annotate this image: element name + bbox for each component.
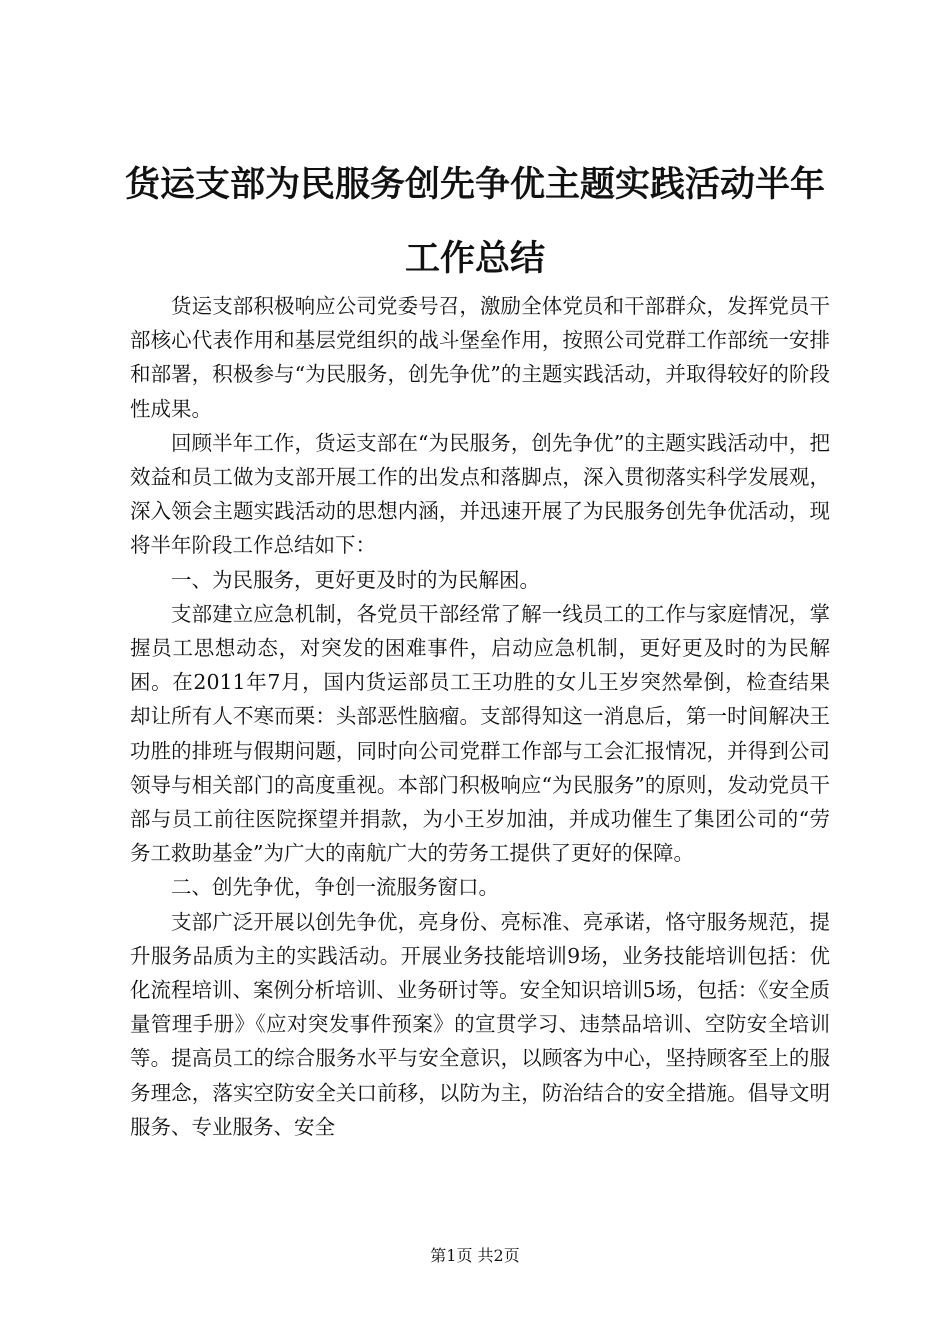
paragraph-review: 回顾半年工作，货运支部在“为民服务，创先争优”的主题实践活动中，把效益和员工做为支部开展工作的出发点和落脚点，深入贯彻落实科学发展观，深入领会主题实践活动的思想内涵，并迅速开展了为民服务创先争优活动，现将半年阶段工作总结如下：	[130, 430, 830, 558]
title-line-1: 货运支部为民服务创先争优主题实践活动半年	[124, 164, 825, 205]
section-heading-2: 二、创先争优，争创一流服务窗口。	[171, 875, 499, 900]
document-title	[120, 148, 830, 296]
section-heading-1: 一、为民服务，更好更及时的为民解困。	[171, 567, 540, 592]
page-footer: 第1页 共2页	[430, 1246, 520, 1265]
paragraph-section-2: 支部广泛开展以创先争优，亮身份、亮标准、亮承诺，恪守服务规范，提升服务品质为主的实践活动。开展业务技能培训9场，业务技能培训包括：优化流程培训、案例分析培训、业务研讨等。安全知识培训5场，包括：《安全质量管理手册》《应对突发事件预案》的宣贯学习、违禁品培训、空防安全培训等。提高员工的综合服务水平与安全意识，以顾客为中心，坚持顾客至上的服务理念，落实空防安全关口前移，以防为主，防治结合的安全措施。倡导文明服务、专业服务、安全	[130, 909, 830, 1139]
paragraph-intro: 货运支部积极响应公司党委号召，激励全体党员和干部群众，发挥党员干部核心代表作用和基层党组织的战斗堡垒作用，按照公司党群工作部统一安排和部署，积极参与“为民服务，创先争优”的主题实践活动，并取得较好的阶段性成果。	[130, 294, 830, 421]
paragraph-section-1: 支部建立应急机制，各党员干部经常了解一线员工的工作与家庭情况，掌握员工思想动态，对突发的困难事件，启动应急机制，更好更及时的为民解困。在2011年7月，国内货运部员工王功胜的女儿王岁突然晕倒，检查结果却让所有人不寒而栗：头部恶性脑瘤。支部得知这一消息后，第一时间解决王功胜的排班与假期问题，同时向公司党群工作部与工会汇报情况，并得到公司领导与相关部门的高度重视。本部门积极响应“为民服务”的原则，发动党员干部与员工前往医院探望并捐款，为小王岁加油，并成功催生了集团公司的“劳务工救助基金”为广大的南航广大的劳务工提供了更好的保障。	[130, 601, 830, 866]
title-line-2: 工作总结	[404, 238, 545, 279]
document-body	[130, 289, 830, 1144]
